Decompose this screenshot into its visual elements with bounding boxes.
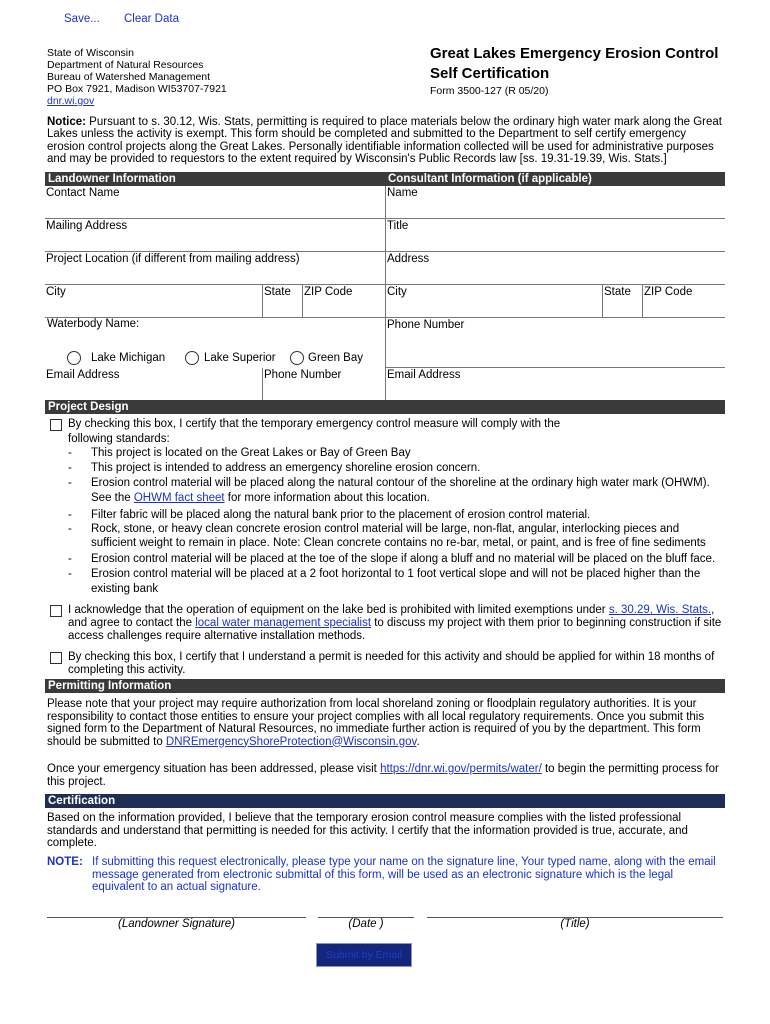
submit-by-email-button[interactable]: Submit by Email <box>316 943 412 967</box>
consultant-email-label: Email Address <box>387 369 461 381</box>
statute-link[interactable]: s. 30.29, Wis. Stats. <box>608 604 712 616</box>
equipment-ack-line1 <box>68 604 714 617</box>
equipment-ack-line3: access challenges require alternative installation methods. <box>68 630 366 642</box>
consultant-address-label: Address <box>387 253 430 265</box>
dnr-website-link[interactable]: dnr.wi.gov <box>47 95 95 107</box>
lake-superior-radio[interactable] <box>185 351 199 365</box>
permitting-submit-text: should be submitted to <box>47 735 166 748</box>
bullet-dash: - <box>68 447 72 459</box>
water-permits-link[interactable]: https://dnr.wi.gov/permits/water/ <box>380 763 542 775</box>
standard-item: This project is intended to address an emergency shoreline erosion concern. <box>91 462 481 474</box>
standard-item: Rock, stone, or heavy clean concrete erosion control material will be large, non-flat, angular, interlocking pieces and <box>91 523 680 535</box>
notice <box>47 116 723 165</box>
permitting-header: Permitting Information <box>45 679 725 693</box>
consultant-name-field[interactable] <box>385 186 725 219</box>
equipment-ack-text: to discuss my project with them prior to beginning construction if site <box>371 617 722 629</box>
permitting-text: Please note that your project may require authorization from local shoreland zoning or floodplain regulatory authorities. It is your responsibility to contact those entities to ensure your project complies with all local regulatory requirements. Once you submit this signed form to the Department of Natural Resources, no immediate further action is required of you by the department. This form <box>47 698 705 735</box>
note-label: NOTE: <box>47 856 83 868</box>
zip-label: ZIP Code <box>304 286 353 298</box>
landowner-header: Landowner Information <box>45 172 385 186</box>
permit-needed-line1: By checking this box, I certify that I understand a permit is needed for this activity and should be applied for within 18 months of <box>68 651 715 663</box>
equipment-ack-line2 <box>68 617 721 630</box>
standard-item: Filter fabric will be placed along the natural bank prior to the placement of erosion control material. <box>91 509 591 521</box>
consultant-state-label: State <box>604 286 631 298</box>
design-standards-line1: By checking this box, I certify that the temporary emergency control measure will comply with the <box>68 418 561 430</box>
landowner-email-field[interactable] <box>45 368 262 401</box>
consultant-zip-field[interactable] <box>642 285 725 318</box>
consultant-city-label: City <box>387 286 407 298</box>
bullet-dash: - <box>68 462 72 474</box>
visit-text-line2: this project. <box>47 775 106 788</box>
consultant-phone-field[interactable] <box>385 318 725 368</box>
notice-text: Pursuant to s. 30.12, Wis. Stats, permitting is required to place materials below the ordinary high water mark along the Great Lakes unless the activity is exempt. This form should be completed and submitted to the Department to self certify emergency erosion control projects along the Great Lakes. Personally identifiable information collected will be used for administrative purposes and may be provided to requestors to the extent required by Wisconsin's Public Records law [ss. 19.31-19.39, Wis. Stats.] <box>47 116 722 165</box>
landowner-city-field[interactable] <box>45 285 262 318</box>
state-label: State <box>264 286 291 298</box>
project-location-field[interactable] <box>45 252 385 285</box>
permitting-period: . <box>416 735 420 748</box>
agency-line: State of Wisconsin <box>47 47 134 59</box>
equipment-ack-text: I acknowledge that the operation of equipment on the lake bed is prohibited with limited exemptions under <box>68 604 609 616</box>
consultant-zip-label: ZIP Code <box>644 286 693 298</box>
save-button[interactable]: Save... <box>64 13 100 25</box>
visit-text: Once your emergency situation has been addressed, please visit <box>47 763 381 775</box>
certification-header: Certification <box>45 794 725 808</box>
permit-needed-line2: completing this activity. <box>68 664 186 676</box>
form-title-line1: Great Lakes Emergency Erosion Control <box>430 45 719 62</box>
standard-item-cont: sufficient weight to remain in place. Note: Clean concrete contains no re-bar, metal, or paint, and is free of fine sediments <box>91 537 706 549</box>
standard-item: Erosion control material will be placed at a 2 foot horizontal to 1 foot vertical slope and will not be placed higher than the <box>91 568 701 580</box>
landowner-state-field[interactable] <box>262 285 302 318</box>
clear-data-button[interactable]: Clear Data <box>124 13 179 25</box>
certification-text: Based on the information provided, I believe that the temporary erosion control measure complies with the listed professional standards and understand that permitting is needed for this activity. I certify that the information provided is true, accurate, and complete. <box>47 812 688 849</box>
green-bay-radio[interactable] <box>290 351 304 365</box>
email-label: Email Address <box>46 369 120 381</box>
landowner-signature-label: (Landowner Signature) <box>118 918 235 930</box>
bullet-dash: - <box>68 523 72 535</box>
mailing-address-field[interactable] <box>45 219 385 252</box>
contact-name-field[interactable] <box>45 186 385 219</box>
landowner-phone-field[interactable] <box>262 368 385 401</box>
bullet-dash: - <box>68 553 72 565</box>
project-design-header: Project Design <box>45 400 725 414</box>
ohwm-see-text: See the <box>91 492 134 504</box>
standard-item: Erosion control material will be placed along the natural contour of the shoreline at the ordinary high water mark (OHWM). <box>91 477 710 489</box>
form-title-line2: Self Certification <box>430 65 550 82</box>
title-label: (Title) <box>560 918 590 930</box>
standard-item-cont: existing bank <box>91 583 159 595</box>
design-standards-line2: following standards: <box>68 433 170 445</box>
agency-line: Department of Natural Resources <box>47 59 204 71</box>
bullet-dash: - <box>68 568 72 580</box>
phone-label: Phone Number <box>264 369 342 381</box>
shore-protection-email-link[interactable]: DNREmergencyShoreProtection@Wisconsin.gov <box>165 735 417 748</box>
standard-item-cont <box>91 492 430 505</box>
consultant-email-field[interactable] <box>385 368 725 401</box>
project-location-label: Project Location (if different from mailing address) <box>46 253 300 265</box>
mailing-address-label: Mailing Address <box>46 220 128 232</box>
permitting-visit-paragraph <box>47 763 723 788</box>
note-text: If submitting this request electronically, please type your name on the signature line, Your typed name, along with the email message generated from electronic submittal of this form, will be used as an electronic signature which is the legal equivalent to an actual signature. <box>92 856 716 893</box>
consultant-city-field[interactable] <box>385 285 602 318</box>
contact-name-label: Contact Name <box>46 187 120 199</box>
bullet-dash: - <box>68 477 72 489</box>
lake-michigan-label: Lake Michigan <box>91 352 166 364</box>
agency-line: Bureau of Watershed Management <box>47 71 211 83</box>
date-label: (Date ) <box>348 918 384 930</box>
notice-label: Notice: <box>47 116 86 128</box>
agency-block <box>47 47 227 107</box>
bullet-dash: - <box>68 509 72 521</box>
equipment-ack-text: and agree to contact the <box>68 617 196 629</box>
consultant-state-field[interactable] <box>602 285 642 318</box>
lake-michigan-radio[interactable] <box>67 351 81 365</box>
lake-superior-label: Lake Superior <box>204 352 276 364</box>
ohwm-fact-sheet-link[interactable]: OHWM fact sheet <box>133 492 225 504</box>
ohwm-post-text: for more information about this location. <box>224 492 430 504</box>
landowner-zip-field[interactable] <box>302 285 385 318</box>
visit-text-post: to begin the permitting process for <box>541 763 719 775</box>
consultant-phone-label: Phone Number <box>387 319 465 331</box>
city-label: City <box>46 286 66 298</box>
form-title <box>430 44 718 84</box>
design-standards-checkbox[interactable] <box>50 419 62 431</box>
waterbody-label: Waterbody Name: <box>47 318 140 330</box>
consultant-header: Consultant Information (if applicable) <box>385 172 725 186</box>
consultant-address-field[interactable] <box>385 252 725 285</box>
standard-item: Erosion control material will be placed at the toe of the slope if along a bluff and no material will be placed on the bluff face. <box>91 553 716 565</box>
permit-needed-checkbox[interactable] <box>50 652 62 664</box>
consultant-title-label: Title <box>387 220 409 232</box>
water-specialist-link[interactable]: local water management specialist <box>195 617 372 629</box>
form-number: Form 3500-127 (R 05/20) <box>430 85 549 97</box>
consultant-title-field[interactable] <box>385 219 725 252</box>
consultant-name-label: Name <box>387 187 418 199</box>
agency-line: PO Box 7921, Madison WI53707-7921 <box>47 83 227 95</box>
equipment-ack-checkbox[interactable] <box>50 605 62 617</box>
permitting-paragraph <box>47 698 723 748</box>
standard-item: This project is located on the Great Lakes or Bay of Green Bay <box>91 447 411 459</box>
green-bay-label: Green Bay <box>308 352 363 364</box>
equipment-ack-comma: , <box>711 604 715 616</box>
